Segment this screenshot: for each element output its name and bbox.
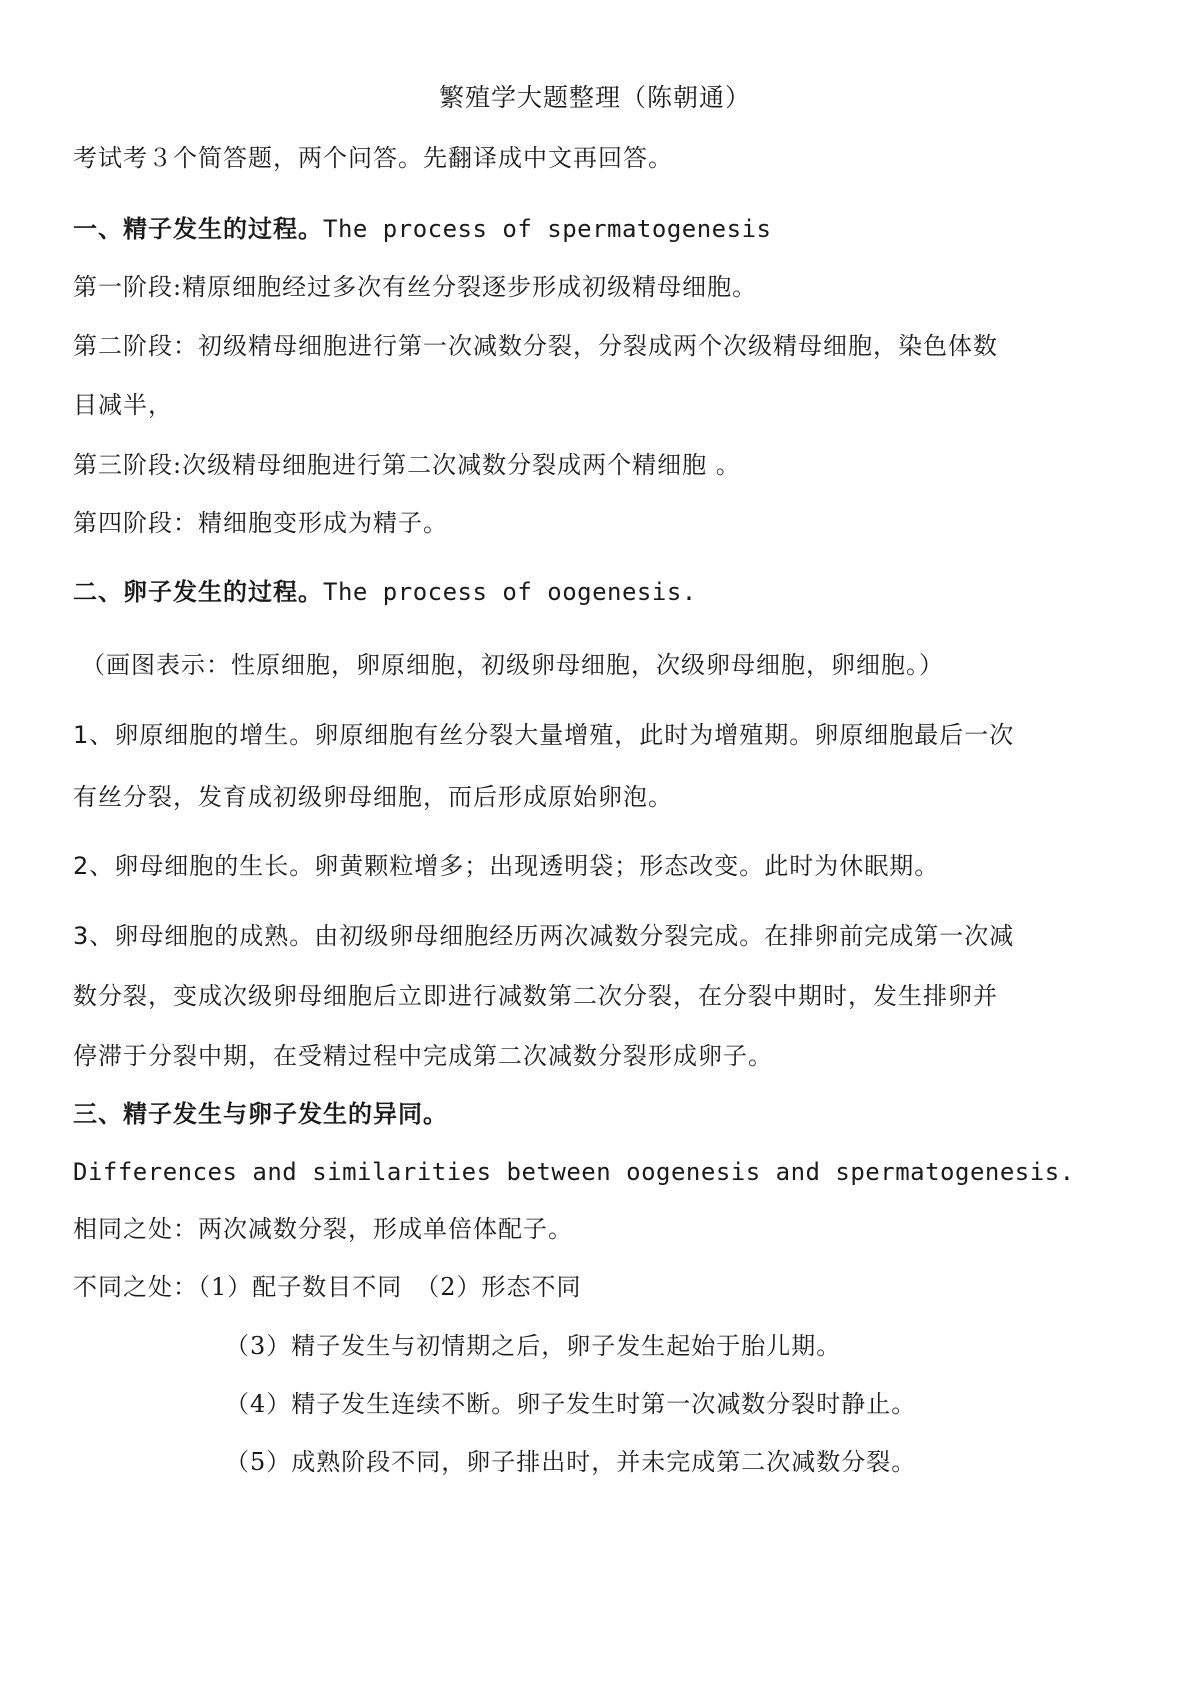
section-2-line-2: 有丝分裂，发育成初级卵母细胞，而后形成原始卵泡。 <box>73 783 673 811</box>
section-2-line-1: 1、卵原细胞的增生。卵原细胞有丝分裂大量增殖，此时为增殖期。卵原细胞最后一次 <box>73 721 1015 749</box>
section-1-line-1: 第一阶段:精原细胞经过多次有丝分裂逐步形成初级精母细胞。 <box>73 273 758 301</box>
section-2-line-3: 2、卵母细胞的生长。卵黄颗粒增多；出现透明袋；形态改变。此时为休眠期。 <box>73 852 940 880</box>
section-2-note: （画图表示：性原细胞，卵原细胞，初级卵母细胞，次级卵母细胞，卵细胞。） <box>81 651 944 679</box>
section-2-line-4: 3、卵母细胞的成熟。由初级卵母细胞经历两次减数分裂完成。在排卵前完成第一次减 <box>73 922 1015 950</box>
section-1-line-4: 第三阶段:次级精母细胞进行第二次减数分裂成两个精细胞 。 <box>73 451 741 479</box>
section-1-line-5: 第四阶段：精细胞变形成为精子。 <box>73 509 448 537</box>
section-2-heading-en: The process of oogenesis. <box>323 578 697 606</box>
section-3-heading-cn: 三、精子发生与卵子发生的异同。 <box>73 1100 448 1128</box>
section-3-line-2: 不同之处：（1）配子数目不同 （2）形态不同 <box>73 1273 582 1301</box>
section-1-heading <box>73 214 771 244</box>
section-3-heading-en: Differences and similarities between oogenesis and spermatogenesis. <box>73 1158 1075 1186</box>
section-2-heading-cn: 二、卵子发生的过程。 <box>73 578 323 606</box>
section-2-line-5: 数分裂，变成次级卵母细胞后立即进行减数第二次分裂，在分裂中期时，发生排卵并 <box>73 982 998 1010</box>
section-1-heading-cn: 一、精子发生的过程。 <box>73 215 323 243</box>
section-3-line-5: （5）成熟阶段不同，卵子排出时，并未完成第二次减数分裂。 <box>225 1448 917 1476</box>
section-2-line-6: 停滞于分裂中期，在受精过程中完成第二次减数分裂形成卵子。 <box>73 1042 773 1070</box>
section-3-line-1: 相同之处：两次减数分裂，形成单倍体配子。 <box>73 1215 573 1243</box>
section-3-line-4: （4）精子发生连续不断。卵子发生时第一次减数分裂时静止。 <box>225 1390 917 1418</box>
section-2-heading <box>73 577 697 607</box>
section-3-line-3: （3）精子发生与初情期之后，卵子发生起始于胎儿期。 <box>225 1332 842 1360</box>
document-title: 繁殖学大题整理（陈朝通） <box>438 83 751 112</box>
section-1-heading-en: The process of spermatogenesis <box>323 215 772 243</box>
section-1-line-2: 第二阶段：初级精母细胞进行第一次减数分裂，分裂成两个次级精母细胞，染色体数 <box>73 332 998 360</box>
section-1-line-3: 目减半， <box>73 391 173 419</box>
intro-text: 考试考３个简答题，两个问答。先翻译成中文再回答。 <box>73 144 673 172</box>
